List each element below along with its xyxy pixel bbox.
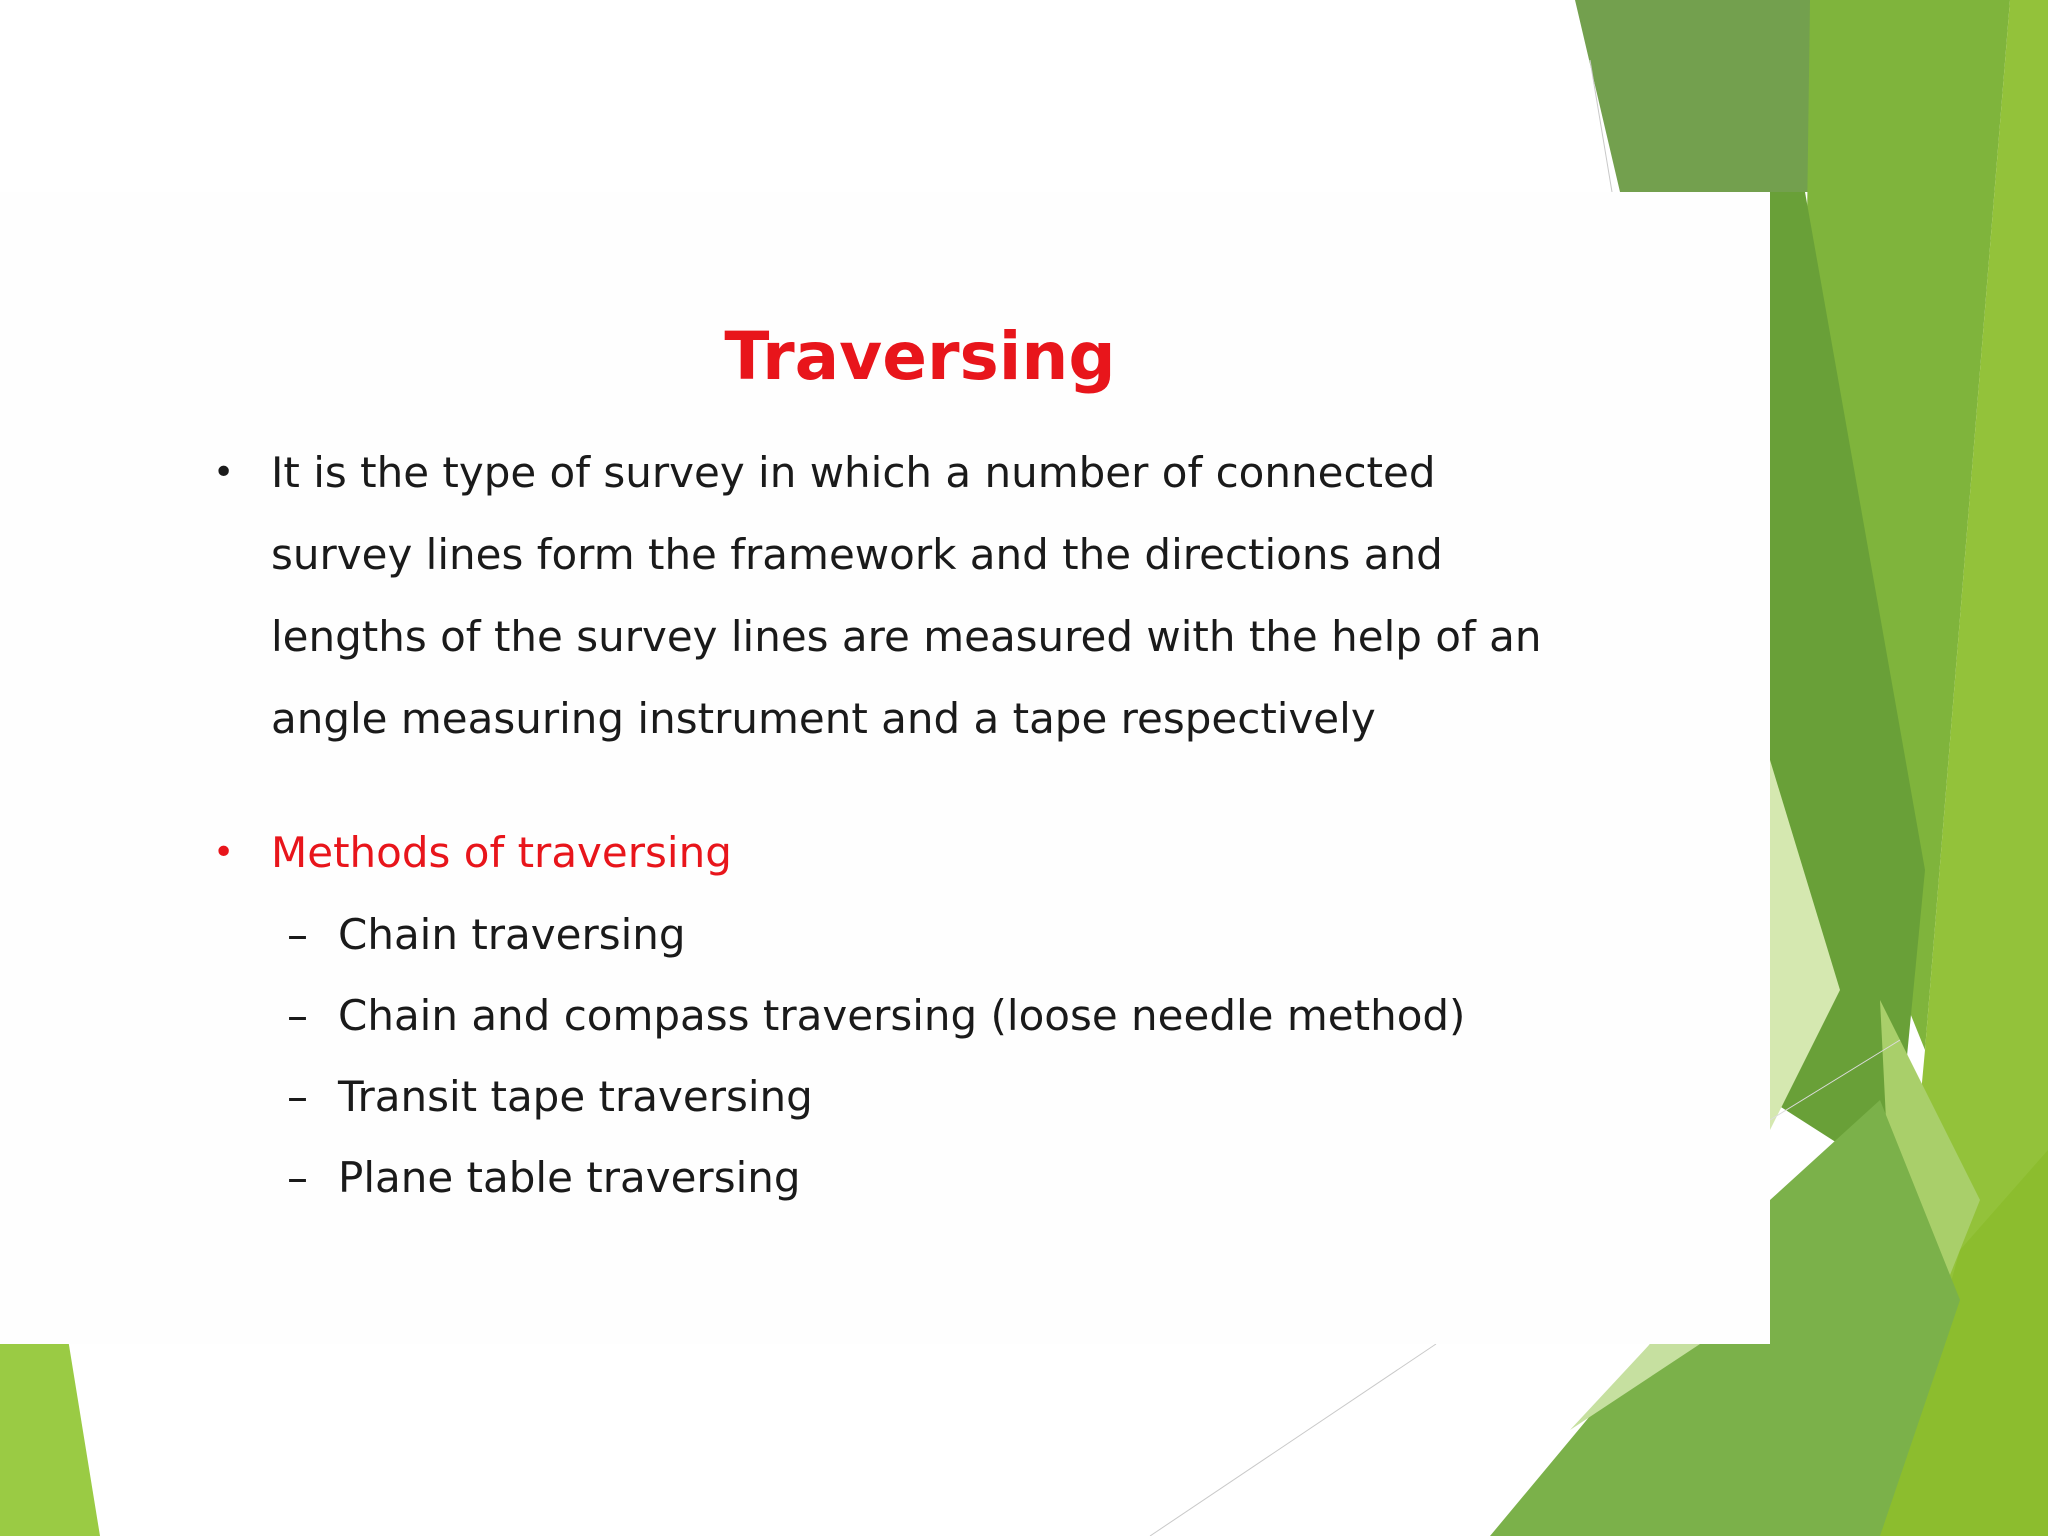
bullet-marker: • bbox=[213, 452, 235, 493]
sub-item-chain-compass bbox=[205, 975, 1705, 1056]
sub-list-container bbox=[205, 894, 1705, 1218]
bullet-definition bbox=[205, 432, 1705, 760]
dash-marker: – bbox=[287, 910, 308, 959]
dash-marker: – bbox=[287, 1153, 308, 1202]
sub-item-text: Chain and compass traversing (loose needle method) bbox=[338, 991, 1466, 1040]
dash-marker: – bbox=[287, 1072, 308, 1121]
decor-line-2 bbox=[1150, 1344, 1436, 1536]
bullet-methods bbox=[205, 812, 1705, 894]
bullet-line: It is the type of survey in which a number of connected bbox=[271, 448, 1436, 497]
bullet-list bbox=[205, 432, 1705, 1218]
slide-title: Traversing bbox=[724, 318, 1116, 395]
sub-item-text: Plane table traversing bbox=[338, 1153, 801, 1202]
bullet-methods-heading: Methods of traversing bbox=[271, 828, 732, 877]
bullet-line: angle measuring instrument and a tape respectively bbox=[271, 694, 1376, 743]
dash-marker: – bbox=[287, 991, 308, 1040]
sub-item-transit-tape bbox=[205, 1056, 1705, 1137]
sub-item-text: Transit tape traversing bbox=[338, 1072, 813, 1121]
sub-item-chain bbox=[205, 894, 1705, 975]
bullet-line: lengths of the survey lines are measured with the help of an bbox=[271, 612, 1542, 661]
sub-item-text: Chain traversing bbox=[338, 910, 686, 959]
facet-right-dark bbox=[1575, 0, 1810, 192]
methods-sub-list bbox=[205, 894, 1705, 1218]
bullet-line: survey lines form the framework and the directions and bbox=[271, 530, 1443, 579]
bullet-marker: • bbox=[213, 832, 235, 873]
sub-item-plane-table bbox=[205, 1137, 1705, 1218]
